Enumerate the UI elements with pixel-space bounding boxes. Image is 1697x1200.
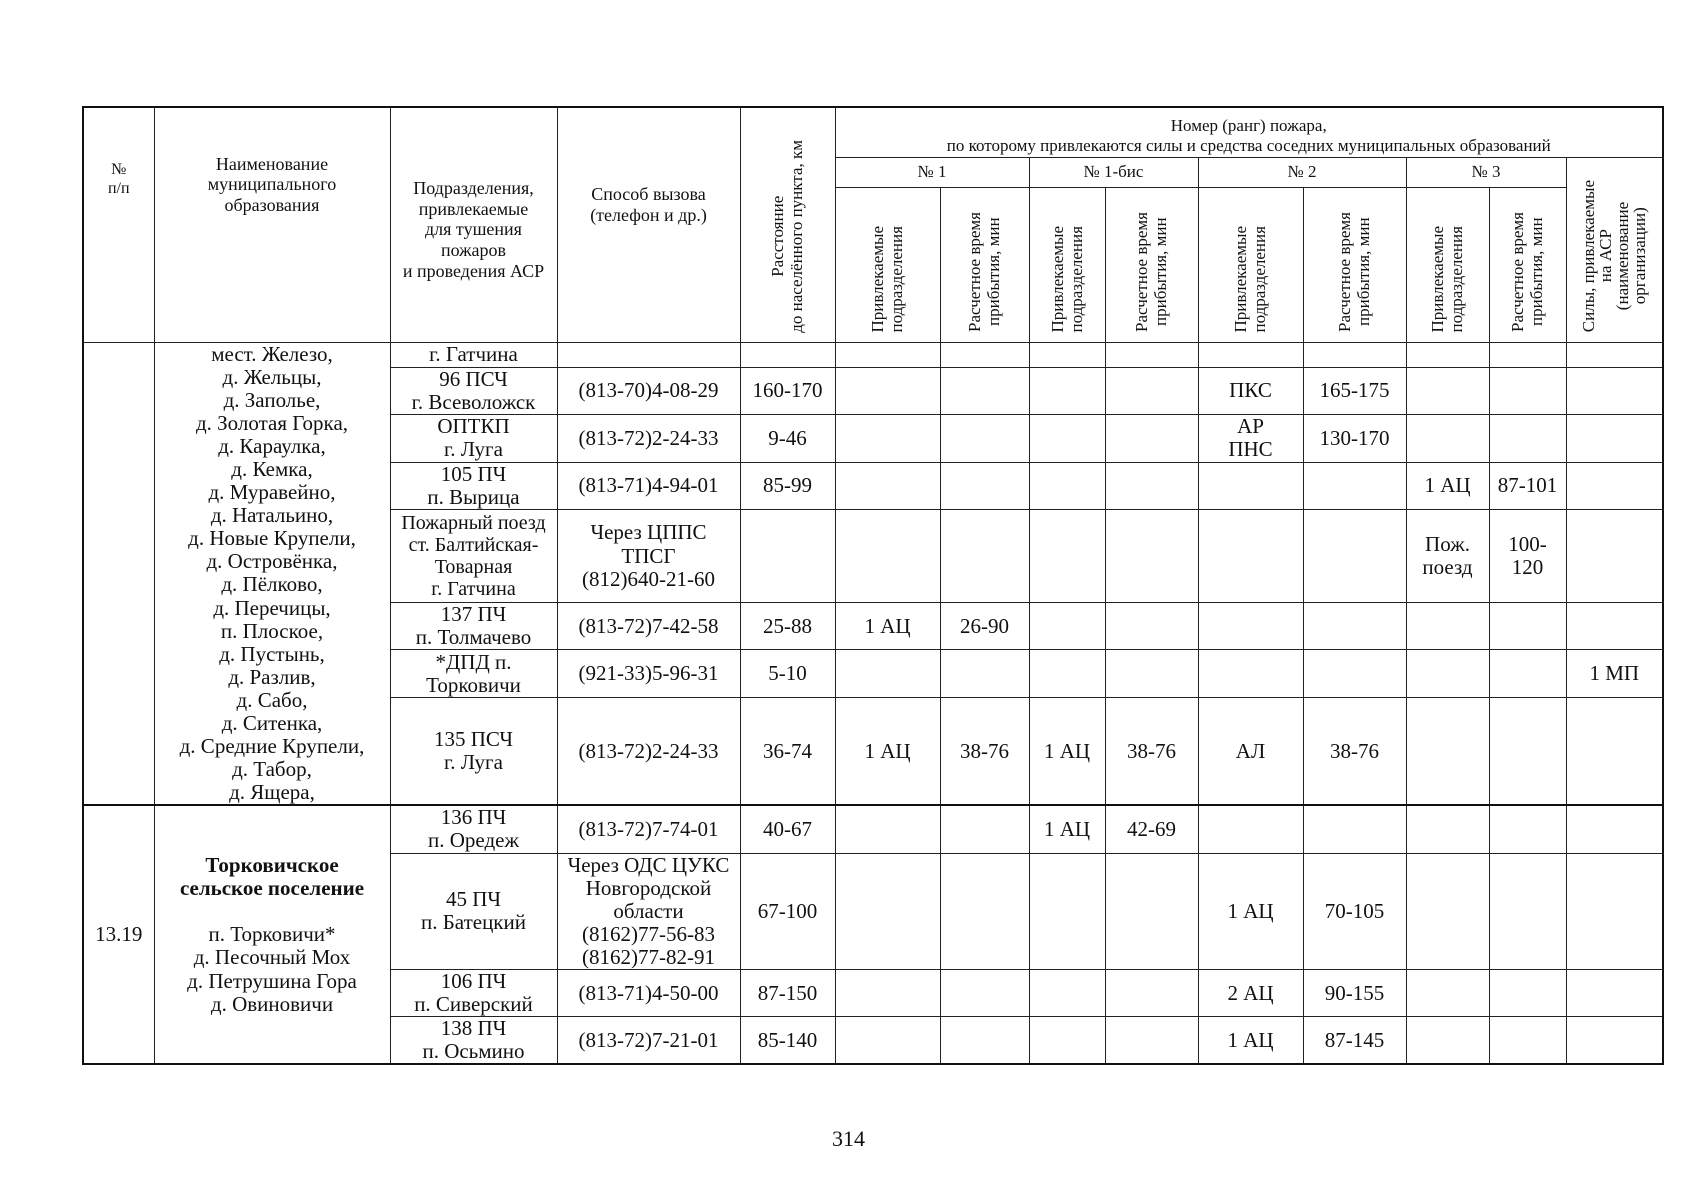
settlement-name: д. Пёлково, bbox=[221, 572, 323, 597]
rank3-time-cell bbox=[1489, 1017, 1566, 1065]
rank3-units-cell bbox=[1406, 805, 1489, 853]
unit: 96 ПСЧ г. Всеволожск bbox=[411, 367, 536, 414]
unit-cell bbox=[390, 415, 557, 463]
call-method-cell bbox=[557, 602, 740, 650]
rank2-time-cell bbox=[1303, 853, 1406, 969]
header-num: № п/п bbox=[83, 107, 154, 342]
rank2-time: 38-76 bbox=[1330, 738, 1379, 763]
unit-cell bbox=[390, 602, 557, 650]
rank1bis-time-cell bbox=[1105, 462, 1198, 510]
rank1-time: 26-90 bbox=[960, 613, 1009, 638]
call-method-cell bbox=[557, 698, 740, 806]
rank2-units: 1 АЦ bbox=[1227, 898, 1274, 923]
distance: 5-10 bbox=[768, 661, 807, 686]
asr-forces-cell bbox=[1566, 970, 1663, 1017]
asr-forces-cell bbox=[1566, 510, 1663, 603]
header-r1-time: Расчетное время прибытия, мин bbox=[965, 212, 1004, 333]
header-r1-units-cell bbox=[835, 187, 940, 342]
header-units: Подразделения, привлекаемые для тушения пожаров и проведения АСР bbox=[390, 107, 557, 342]
unit-cell bbox=[390, 1017, 557, 1065]
rank1bis-time-cell bbox=[1105, 415, 1198, 463]
rank2-time-cell bbox=[1303, 342, 1406, 367]
rank3-units-cell bbox=[1406, 342, 1489, 367]
rank1bis-units-cell bbox=[1029, 602, 1105, 650]
rank2-units: АЛ bbox=[1235, 738, 1266, 763]
settlement-name: д. Муравейно, bbox=[208, 480, 336, 505]
header-rank-1bis: № 1-бис bbox=[1029, 157, 1198, 187]
rank3-units-cell bbox=[1406, 367, 1489, 415]
rank2-units-cell bbox=[1198, 367, 1303, 415]
row-number-cell bbox=[83, 805, 154, 1064]
municipality-cell bbox=[154, 342, 390, 805]
unit: 137 ПЧ п. Толмачево bbox=[415, 602, 532, 650]
municipality-cell bbox=[154, 805, 390, 1064]
rank1-time: 38-76 bbox=[960, 738, 1009, 763]
asr-forces-cell bbox=[1566, 805, 1663, 853]
rank2-units-cell bbox=[1198, 342, 1303, 367]
rank2-units-cell bbox=[1198, 970, 1303, 1017]
rank1-time-cell bbox=[940, 342, 1029, 367]
rank3-units-cell bbox=[1406, 415, 1489, 463]
asr-forces-cell bbox=[1566, 342, 1663, 367]
rank1bis-units-cell bbox=[1029, 510, 1105, 603]
rank2-units: 1 АЦ bbox=[1227, 1027, 1274, 1052]
rank3-units-cell bbox=[1406, 510, 1489, 603]
rank1-time-cell bbox=[940, 805, 1029, 853]
rank1bis-units-cell bbox=[1029, 462, 1105, 510]
unit-cell bbox=[390, 510, 557, 603]
rank1-units-cell bbox=[835, 698, 940, 806]
call-method-cell bbox=[557, 970, 740, 1017]
header-r1bis-time: Расчетное время прибытия, мин bbox=[1132, 212, 1171, 333]
call-method: (813-71)4-94-01 bbox=[578, 473, 719, 498]
rank1bis-units-cell bbox=[1029, 970, 1105, 1017]
call-method-cell bbox=[557, 510, 740, 603]
rank2-units: АР ПНС bbox=[1228, 414, 1273, 462]
settlement-name: д. Разлив, bbox=[228, 664, 316, 689]
header-asr: Силы, привлекаемые на АСР (наименование организации) bbox=[1579, 180, 1650, 333]
rank1bis-units-cell bbox=[1029, 853, 1105, 969]
asr-forces: 1 МП bbox=[1589, 661, 1640, 686]
rank1bis-units-cell bbox=[1029, 698, 1105, 806]
distance: 85-99 bbox=[763, 473, 812, 498]
call-method: (813-72)7-74-01 bbox=[578, 816, 719, 841]
rank2-time-cell bbox=[1303, 462, 1406, 510]
settlement-name: п. Торковичи* bbox=[208, 922, 336, 947]
rank2-units: ПКС bbox=[1229, 378, 1272, 403]
rank3-time-cell bbox=[1489, 650, 1566, 698]
call-method-cell bbox=[557, 462, 740, 510]
spacer bbox=[157, 900, 388, 923]
rank1-time-cell bbox=[940, 367, 1029, 415]
rank1bis-units: 1 АЦ bbox=[1043, 816, 1091, 841]
rank2-time: 90-155 bbox=[1324, 980, 1385, 1005]
rank1bis-units-cell bbox=[1029, 415, 1105, 463]
rank3-units-cell bbox=[1406, 853, 1489, 969]
rank1-units-cell bbox=[835, 853, 940, 969]
header-asr-cell bbox=[1566, 157, 1663, 342]
settlement-name: д. Ситенка, bbox=[221, 711, 323, 735]
table-row bbox=[83, 342, 1663, 367]
rank3-time-cell bbox=[1489, 510, 1566, 603]
header-r1bis-time-cell bbox=[1105, 187, 1198, 342]
rank3-time-cell bbox=[1489, 602, 1566, 650]
rank1-time-cell bbox=[940, 698, 1029, 806]
municipality-title: Торковичское сельское поселение bbox=[179, 853, 365, 901]
header-rank-1: № 1 bbox=[835, 157, 1029, 187]
rank1-time-cell bbox=[940, 510, 1029, 603]
rank3-units-cell bbox=[1406, 462, 1489, 510]
row-number: 13.19 bbox=[95, 922, 143, 947]
rank3-units-cell bbox=[1406, 698, 1489, 806]
distance: 36-74 bbox=[763, 738, 812, 763]
rank2-units-cell bbox=[1198, 415, 1303, 463]
rank2-units-cell bbox=[1198, 510, 1303, 603]
rank1-units-cell bbox=[835, 1017, 940, 1065]
table-row bbox=[83, 805, 1663, 853]
rank2-units-cell bbox=[1198, 805, 1303, 853]
header-r1-units: Привлекаемые подразделения bbox=[868, 225, 907, 333]
unit: 138 ПЧ п. Осьмино bbox=[422, 1016, 525, 1064]
settlement-name: д. Перечицы, bbox=[213, 595, 331, 620]
settlement-name: п. Плоское, bbox=[220, 618, 324, 643]
settlement-name: д. Островёнка, bbox=[206, 549, 338, 574]
rank3-time-cell bbox=[1489, 805, 1566, 853]
settlement-name: д. Средние Крупели, bbox=[179, 734, 365, 759]
header-row-1 bbox=[83, 107, 1663, 157]
rank2-units-cell bbox=[1198, 698, 1303, 806]
asr-forces-cell bbox=[1566, 698, 1663, 806]
rank3-units-cell bbox=[1406, 650, 1489, 698]
rank2-units-cell bbox=[1198, 462, 1303, 510]
fire-forces-table bbox=[82, 106, 1664, 1065]
rank1bis-units: 1 АЦ bbox=[1043, 738, 1091, 763]
page-number: 314 bbox=[832, 1126, 865, 1151]
rank1bis-time-cell bbox=[1105, 853, 1198, 969]
rank2-units-cell bbox=[1198, 1017, 1303, 1065]
rank1-units: 1 АЦ bbox=[864, 613, 911, 638]
unit: г. Гатчина bbox=[429, 342, 518, 367]
unit-cell bbox=[390, 805, 557, 853]
unit: Пожарный поезд ст. Балтийская- Товарная г. Гатчина bbox=[401, 512, 546, 601]
rank3-units-cell bbox=[1406, 602, 1489, 650]
settlement-name: д. Ящера, bbox=[229, 780, 315, 805]
unit-cell bbox=[390, 650, 557, 698]
header-r1-time-cell bbox=[940, 187, 1029, 342]
rank1-units-cell bbox=[835, 970, 940, 1017]
settlement-name: д. Заполье, bbox=[223, 387, 321, 412]
header-r2-units-cell bbox=[1198, 187, 1303, 342]
rank2-time-cell bbox=[1303, 415, 1406, 463]
settlement-name: д. Сабо, bbox=[236, 687, 308, 712]
rank2-units-cell bbox=[1198, 650, 1303, 698]
unit: 135 ПСЧ г. Луга bbox=[433, 727, 514, 775]
rank2-time-cell bbox=[1303, 698, 1406, 806]
rank1-units: 1 АЦ bbox=[864, 738, 911, 763]
header-r3-units: Привлекаемые подразделения bbox=[1428, 225, 1467, 333]
asr-forces-cell bbox=[1566, 1017, 1663, 1065]
rank1-time-cell bbox=[940, 462, 1029, 510]
rank1bis-time-cell bbox=[1105, 342, 1198, 367]
rank1bis-time-cell bbox=[1105, 602, 1198, 650]
rank1bis-time-cell bbox=[1105, 698, 1198, 806]
rank1bis-time: 38-76 bbox=[1127, 738, 1176, 763]
rank2-time: 70-105 bbox=[1324, 898, 1385, 923]
unit: *ДПД п. Торковичи bbox=[426, 649, 521, 697]
rank1-time-cell bbox=[940, 650, 1029, 698]
call-method-cell bbox=[557, 805, 740, 853]
call-method-cell bbox=[557, 650, 740, 698]
distance-cell bbox=[740, 650, 835, 698]
header-rank-3: № 3 bbox=[1406, 157, 1566, 187]
settlement-name: д. Пустынь, bbox=[219, 641, 325, 666]
rank1bis-time-cell bbox=[1105, 970, 1198, 1017]
rank3-units-cell bbox=[1406, 970, 1489, 1017]
asr-forces-cell bbox=[1566, 602, 1663, 650]
asr-forces-cell bbox=[1566, 462, 1663, 510]
header-r3-time-cell bbox=[1489, 187, 1566, 342]
distance-cell bbox=[740, 698, 835, 806]
call-method-cell bbox=[557, 367, 740, 415]
distance-cell bbox=[740, 853, 835, 969]
rank3-time-cell bbox=[1489, 853, 1566, 969]
call-method-cell bbox=[557, 415, 740, 463]
call-method: (813-72)2-24-33 bbox=[578, 738, 719, 763]
unit-cell bbox=[390, 367, 557, 415]
rank1-time-cell bbox=[940, 1017, 1029, 1065]
rank1bis-units-cell bbox=[1029, 342, 1105, 367]
distance-cell bbox=[740, 367, 835, 415]
unit: 106 ПЧ п. Сиверский bbox=[414, 969, 533, 1017]
header-r2-time-cell bbox=[1303, 187, 1406, 342]
rank2-time-cell bbox=[1303, 650, 1406, 698]
unit: 136 ПЧ п. Оредеж bbox=[428, 805, 519, 853]
rank2-time-cell bbox=[1303, 1017, 1406, 1065]
unit: 45 ПЧ п. Батецкий bbox=[421, 887, 526, 935]
distance-cell bbox=[740, 462, 835, 510]
rank1-time-cell bbox=[940, 415, 1029, 463]
unit-cell bbox=[390, 970, 557, 1017]
unit-cell bbox=[390, 462, 557, 510]
rank1-time-cell bbox=[940, 602, 1029, 650]
call-method: (813-72)2-24-33 bbox=[578, 425, 719, 450]
settlement-name: д. Жельцы, bbox=[222, 364, 322, 389]
rank1bis-units-cell bbox=[1029, 805, 1105, 853]
rank1bis-time-cell bbox=[1105, 1017, 1198, 1065]
header-group-title: Номер (ранг) пожара, по которому привлекаются силы и средства соседних муниципальных образований bbox=[835, 107, 1663, 157]
call-method: (813-72)7-42-58 bbox=[578, 613, 719, 638]
settlement-name: д. Петрушина Гора bbox=[187, 968, 357, 993]
distance-cell bbox=[740, 970, 835, 1017]
asr-forces-cell bbox=[1566, 415, 1663, 463]
rank1bis-time: 42-69 bbox=[1127, 816, 1176, 841]
rank2-time: 87-145 bbox=[1324, 1027, 1385, 1052]
asr-forces-cell bbox=[1566, 853, 1663, 969]
rank1-units-cell bbox=[835, 805, 940, 853]
call-method: (813-72)7-21-01 bbox=[578, 1027, 719, 1052]
settlement-name: мест. Железо, bbox=[211, 342, 333, 366]
unit-cell bbox=[390, 698, 557, 806]
rank1-units-cell bbox=[835, 650, 940, 698]
settlement-name: д. Овиновичи bbox=[210, 991, 334, 1016]
distance: 25-88 bbox=[763, 613, 812, 638]
rank2-time-cell bbox=[1303, 970, 1406, 1017]
rank1bis-units-cell bbox=[1029, 650, 1105, 698]
settlement-name: д. Натальино, bbox=[210, 503, 334, 528]
distance: 87-150 bbox=[757, 980, 818, 1005]
distance: 85-140 bbox=[757, 1027, 818, 1052]
header-r1bis-units-cell bbox=[1029, 187, 1105, 342]
distance: 160-170 bbox=[752, 378, 823, 403]
call-method: (813-71)4-50-00 bbox=[578, 980, 719, 1005]
settlement-name: д. Табор, bbox=[232, 757, 312, 782]
rank1-units-cell bbox=[835, 510, 940, 603]
rank3-units: 1 АЦ bbox=[1424, 473, 1471, 498]
rank1-time-cell bbox=[940, 970, 1029, 1017]
distance: 40-67 bbox=[763, 816, 812, 841]
call-method: (921-33)5-96-31 bbox=[578, 661, 719, 686]
rank2-units: 2 АЦ bbox=[1227, 980, 1274, 1005]
call-method: Через ЦППС ТПСГ (812)640-21-60 bbox=[582, 520, 715, 591]
rank3-units: Пож. поезд bbox=[1422, 532, 1473, 580]
distance-cell bbox=[740, 602, 835, 650]
rank1bis-time-cell bbox=[1105, 650, 1198, 698]
unit: ОПТКП г. Луга bbox=[437, 414, 510, 462]
rank2-units-cell bbox=[1198, 602, 1303, 650]
row-number-cell bbox=[83, 342, 154, 805]
rank1-units-cell bbox=[835, 415, 940, 463]
rank1-time-cell bbox=[940, 853, 1029, 969]
rank1bis-time-cell bbox=[1105, 510, 1198, 603]
header-r2-time: Расчетное время прибытия, мин bbox=[1335, 212, 1374, 333]
rank3-time-cell bbox=[1489, 342, 1566, 367]
call-method-cell bbox=[557, 1017, 740, 1065]
rank3-units-cell bbox=[1406, 1017, 1489, 1065]
settlement-name: д. Золотая Горка, bbox=[195, 410, 349, 435]
header-distance-cell bbox=[740, 107, 835, 342]
call-method-cell bbox=[557, 342, 740, 367]
distance: 9-46 bbox=[768, 425, 807, 450]
rank1-units-cell bbox=[835, 602, 940, 650]
rank3-time-cell bbox=[1489, 698, 1566, 806]
rank2-time-cell bbox=[1303, 805, 1406, 853]
rank1-units-cell bbox=[835, 367, 940, 415]
asr-forces-cell bbox=[1566, 650, 1663, 698]
header-call: Способ вызова (телефон и др.) bbox=[557, 107, 740, 342]
unit: 105 ПЧ п. Вырица bbox=[427, 462, 520, 509]
distance-cell bbox=[740, 415, 835, 463]
rank1-units-cell bbox=[835, 462, 940, 510]
settlement-name: д. Новые Крупели, bbox=[188, 526, 356, 551]
header-r3-time: Расчетное время прибытия, мин bbox=[1508, 212, 1547, 333]
distance-cell bbox=[740, 510, 835, 603]
header-name: Наименование муниципального образования bbox=[154, 107, 390, 342]
rank1bis-time-cell bbox=[1105, 367, 1198, 415]
rank3-time: 87-101 bbox=[1497, 473, 1558, 498]
distance-cell bbox=[740, 1017, 835, 1065]
rank1-units-cell bbox=[835, 342, 940, 367]
call-method-cell bbox=[557, 853, 740, 969]
call-method: Через ОДС ЦУКС Новгородской области (8162)77-56-83 (8162)77-82-91 bbox=[567, 853, 730, 969]
rank3-time-cell bbox=[1489, 367, 1566, 415]
rank2-time-cell bbox=[1303, 602, 1406, 650]
rank3-time-cell bbox=[1489, 415, 1566, 463]
rank1bis-units-cell bbox=[1029, 367, 1105, 415]
distance-cell bbox=[740, 805, 835, 853]
header-r2-units: Привлекаемые подразделения bbox=[1231, 225, 1270, 333]
rank1bis-units-cell bbox=[1029, 1017, 1105, 1065]
unit-cell bbox=[390, 853, 557, 969]
rank2-time-cell bbox=[1303, 367, 1406, 415]
rank3-time-cell bbox=[1489, 462, 1566, 510]
settlement-name: д. Кемка, bbox=[231, 456, 313, 481]
header-r1bis-units: Привлекаемые подразделения bbox=[1047, 225, 1086, 333]
rank1bis-time-cell bbox=[1105, 805, 1198, 853]
header-rank-2: № 2 bbox=[1198, 157, 1406, 187]
rank2-units-cell bbox=[1198, 853, 1303, 969]
settlement-name: д. Караулка, bbox=[218, 433, 326, 458]
distance-cell bbox=[740, 342, 835, 367]
unit-cell bbox=[390, 342, 557, 367]
rank3-time: 100- 120 bbox=[1508, 532, 1547, 580]
rank2-time: 165-175 bbox=[1319, 378, 1390, 403]
rank2-time-cell bbox=[1303, 510, 1406, 603]
rank2-time: 130-170 bbox=[1319, 425, 1390, 450]
rank3-time-cell bbox=[1489, 970, 1566, 1017]
header-r3-units-cell bbox=[1406, 187, 1489, 342]
asr-forces-cell bbox=[1566, 367, 1663, 415]
distance: 67-100 bbox=[757, 898, 818, 923]
table-body bbox=[83, 107, 1663, 1064]
call-method: (813-70)4-08-29 bbox=[578, 378, 719, 403]
settlement-name: д. Песочный Мох bbox=[193, 945, 351, 970]
header-distance: Расстояние до населённого пункта, км bbox=[768, 139, 807, 333]
